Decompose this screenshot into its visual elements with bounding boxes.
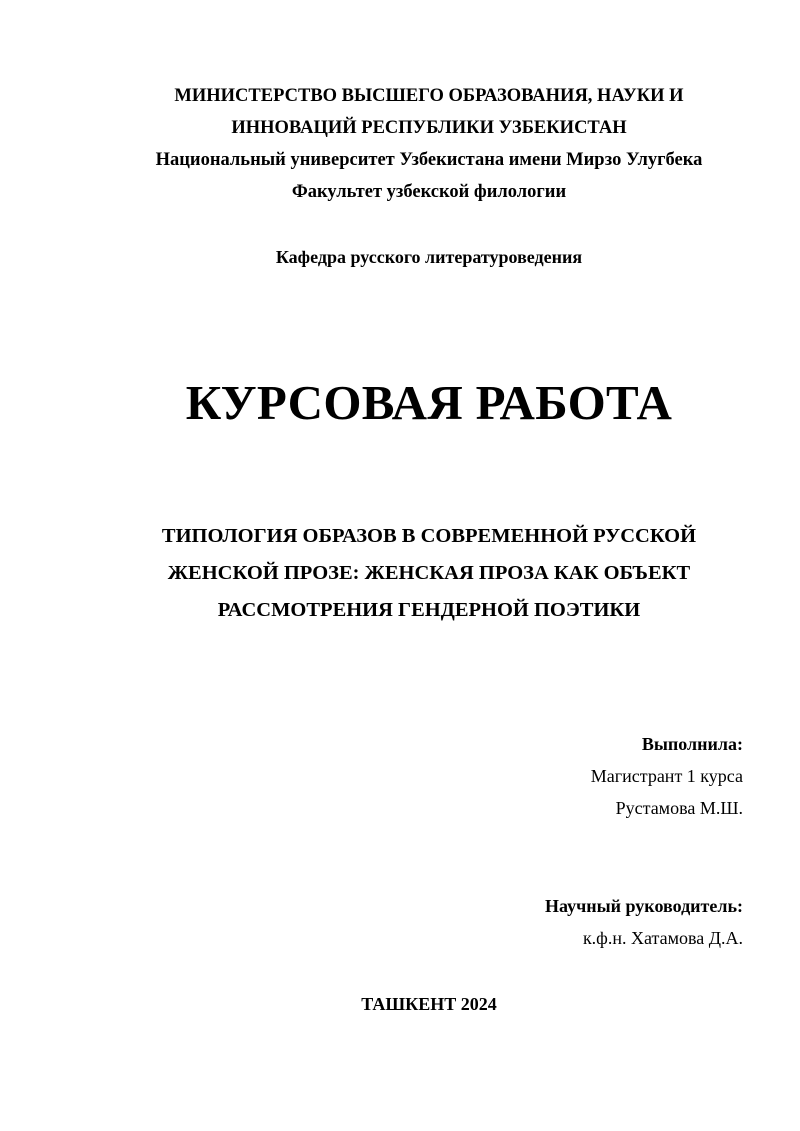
performer-label: Выполнила: bbox=[641, 734, 743, 754]
performer-position: Магистрант 1 курса bbox=[590, 766, 743, 786]
supervisor-name: к.ф.н. Хатамова Д.А. bbox=[582, 928, 743, 948]
topic-line-2: ЖЕНСКОЙ ПРОЗЕ: ЖЕНСКАЯ ПРОЗА КАК ОБЪЕКТ bbox=[167, 562, 691, 584]
topic-title bbox=[100, 518, 758, 629]
supervisor-label: Научный руководитель: bbox=[545, 896, 743, 916]
city-year: ТАШКЕНТ 2024 bbox=[361, 994, 497, 1014]
department-name: Кафедра русского литературоведения bbox=[275, 247, 583, 267]
institution-header bbox=[100, 80, 758, 208]
work-type-title: КУРСОВАЯ РАБОТА bbox=[185, 375, 673, 430]
ministry-line-1: МИНИСТЕРСТВО ВЫСШЕГО ОБРАЗОВАНИЯ, НАУКИ И bbox=[174, 86, 684, 106]
faculty-name: Факультет узбекской филологии bbox=[291, 182, 567, 202]
topic-line-1: ТИПОЛОГИЯ ОБРАЗОВ В СОВРЕМЕННОЙ РУССКОЙ bbox=[161, 525, 697, 547]
performer-block bbox=[591, 728, 743, 824]
university-name: Национальный университет Узбекистана имени Мирзо Улугбека bbox=[155, 150, 703, 170]
performer-name: Рустамова М.Ш. bbox=[615, 798, 743, 818]
topic-line-3: РАССМОТРЕНИЯ ГЕНДЕРНОЙ ПОЭТИКИ bbox=[217, 599, 641, 621]
ministry-line-2: ИННОВАЦИЙ РЕСПУБЛИКИ УЗБЕКИСТАН bbox=[231, 118, 627, 138]
supervisor-block bbox=[545, 890, 743, 954]
